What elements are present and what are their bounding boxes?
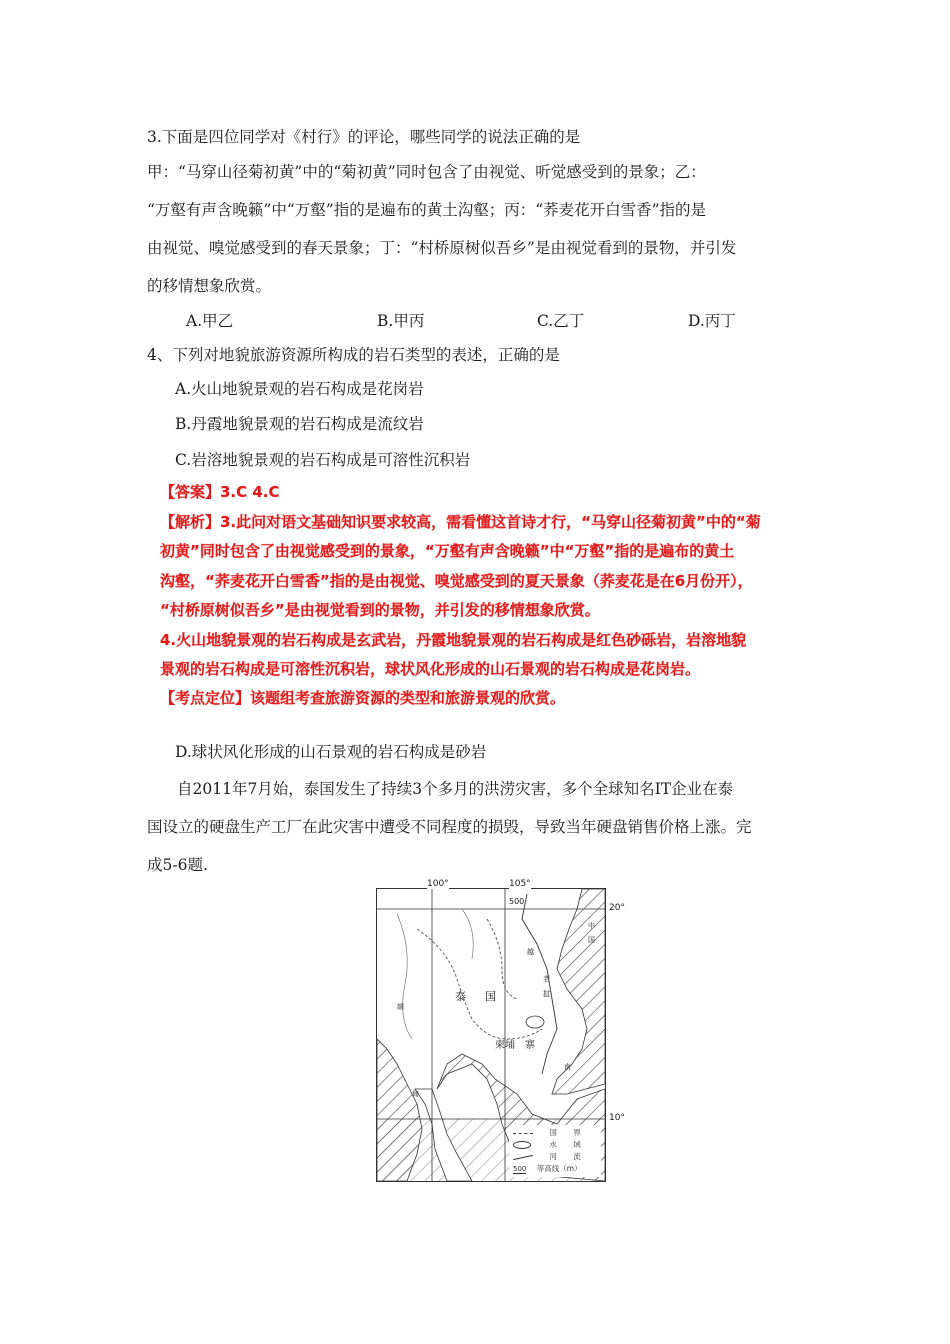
border-line xyxy=(417,929,542,1039)
q3-line-1: 甲：“马穿山径菊初黄”中的“菊初黄”同时包含了由视觉、听觉感受到的景象；乙： xyxy=(147,163,706,181)
label-yue: 越 xyxy=(527,948,534,956)
label-nan: 南 xyxy=(564,1063,571,1071)
label-zhong: 中 xyxy=(588,922,595,930)
lat-label-20: 20° xyxy=(609,903,625,913)
answer-line: 【答案】3.C 4.C xyxy=(160,483,280,501)
q3-option-a: A.甲乙 xyxy=(186,312,234,330)
q3-line-2: “万壑有声含晚籁”中“万壑”指的是遍布的黄土沟壑；丙：“荞麦花开白雪香”指的是 xyxy=(147,201,707,219)
lat-label-10: 10° xyxy=(609,1113,625,1123)
analysis-line-6: 景观的岩石构成是可溶性沉积岩，球状风化形成的山石景观的岩石构成是花岗岩。 xyxy=(160,660,701,678)
exam-point-line: 【考点定位】该题组考查旅游资源的类型和旅游景观的欣赏。 xyxy=(160,689,566,707)
legend-border-symbol xyxy=(513,1133,533,1134)
legend-border-label-2: 界 xyxy=(573,1128,581,1137)
q4-stem: 4、下列对地貌旅游资源所构成的岩石类型的表述，正确的是 xyxy=(147,346,560,364)
passage-line-1: 自2011年7月始，泰国发生了持续3个多月的洪涝灾害，多个全球知名IT企业在泰 xyxy=(177,780,734,798)
legend-water-row xyxy=(513,1139,581,1150)
q3-line-4: 的移情想象欣赏。 xyxy=(147,277,272,295)
q4-option-a: A.火山地貌景观的岩石构成是花岗岩 xyxy=(175,380,424,398)
label-lao: 老 xyxy=(543,975,550,983)
map-legend xyxy=(509,1125,601,1177)
label-guo: 国 xyxy=(485,990,496,1003)
legend-water-label-2: 域 xyxy=(573,1140,581,1149)
q3-option-b: B.甲丙 xyxy=(377,312,425,330)
legend-river-label-2: 流 xyxy=(573,1152,581,1161)
legend-river-label-1: 河 xyxy=(549,1152,557,1161)
contour-line xyxy=(397,914,412,1039)
label-guo2: 国 xyxy=(588,936,595,944)
label-mian: 缅 xyxy=(397,1003,404,1011)
q3-option-d: D.丙丁 xyxy=(688,312,736,330)
legend-border-row xyxy=(513,1127,581,1138)
q4-option-b: B.丹霞地貌景观的岩石构成是流纹岩 xyxy=(175,415,424,433)
q3-stem: 3.下面是四位同学对《村行》的评论，哪些同学的说法正确的是 xyxy=(147,128,581,146)
analysis-line-3: 沟壑，“荞麦花开白雪香”指的是由视觉、嗅觉感受到的夏天景象（荞麦花是在6月份开）， xyxy=(160,572,753,590)
border-line-2 xyxy=(487,919,517,999)
label-tai: 泰 xyxy=(455,990,466,1003)
legend-contour-row xyxy=(513,1163,582,1174)
lon-label-100: 100° xyxy=(427,879,449,889)
lon-label-105: 105° xyxy=(509,879,531,889)
q3-option-c: C.乙丁 xyxy=(537,312,585,330)
legend-contour-label: 等高线（m） xyxy=(536,1164,582,1173)
analysis-line-1: 【解析】3.此问对语文基础知识要求较高，需看懂这首诗才行，“马穿山径菊初黄”中的“菊 xyxy=(160,513,761,531)
contour-line-2 xyxy=(462,909,473,959)
q3-line-3: 由视觉、嗅觉感受到的春天景象；丁：“村桥原树似吾乡”是由视觉看到的景物，并引发 xyxy=(147,239,737,257)
analysis-line-4: “村桥原树似吾乡”是由视觉看到的景物，并引发的移情想象欣赏。 xyxy=(160,601,600,619)
south-china-sea xyxy=(552,889,605,1094)
analysis-line-5: 4.火山地貌景观的岩石构成是玄武岩，丹霞地貌景观的岩石构成是红色砂砾岩，岩溶地貌 xyxy=(160,631,747,649)
legend-border-label-1: 国 xyxy=(549,1128,557,1137)
q4-option-c: C.岩溶地貌景观的岩石构成是可溶性沉积岩 xyxy=(175,451,471,469)
contour-label-500: 500 xyxy=(509,897,525,906)
label-zhai: 寨 xyxy=(525,1040,535,1051)
label-dian: 甸 xyxy=(412,1090,419,1098)
analysis-line-2: 初黄”同时包含了由视觉感受到的景象，“万壑有声含晚籁”中“万壑”指的是遍布的黄土 xyxy=(160,542,735,560)
thailand-flood-map xyxy=(376,879,625,1182)
legend-water-label-1: 水 xyxy=(549,1140,557,1149)
legend-river-symbol xyxy=(513,1154,533,1159)
passage-line-2: 国设立的硬盘生产工厂在此灾害中遭受不同程度的损毁，导致当年硬盘销售价格上涨。完 xyxy=(147,818,752,836)
legend-contour-value: 500 xyxy=(513,1165,527,1173)
legend-river-row xyxy=(513,1151,581,1162)
q4-option-d: D.球状风化形成的山石景观的岩石构成是砂岩 xyxy=(175,743,487,761)
label-wo: 挝 xyxy=(543,990,550,998)
passage-line-3: 成5-6题. xyxy=(147,856,208,874)
tonle-sap-lake xyxy=(526,1016,544,1028)
label-jianpu: 柬埔 xyxy=(495,1040,515,1051)
legend-water-symbol xyxy=(513,1141,531,1149)
